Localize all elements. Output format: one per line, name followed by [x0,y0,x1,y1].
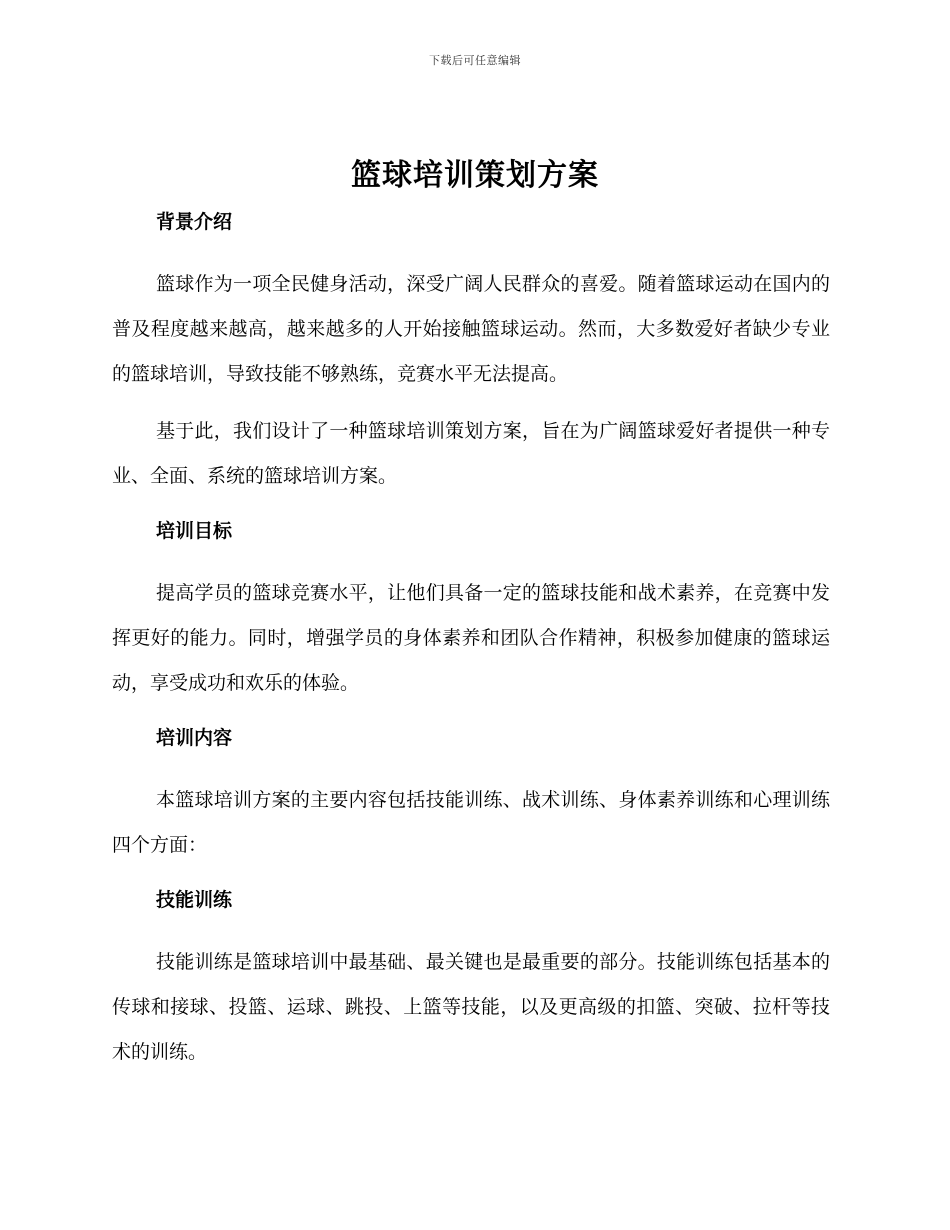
section-goals [112,515,830,706]
section-heading: 背景介绍 [156,211,233,233]
document-body [112,206,830,1075]
section-heading: 培训内容 [156,727,233,749]
paragraph: 篮球作为一项全民健身活动，深受广阔人民群众的喜爱。随着篮球运动在国内的普及程度越来越高，越来越多的人开始接触篮球运动。然而，大多数爱好者缺少专业的篮球培训，导致技能不够熟练，竞赛水平无法提高。 [112,273,830,385]
paragraph: 提高学员的篮球竞赛水平，让他们具备一定的篮球技能和战术素养，在竞赛中发挥更好的能力。同时，增强学员的身体素养和团队合作精神，积极参加健康的篮球运动，享受成功和欢乐的体验。 [112,582,830,694]
paragraph: 本篮球培训方案的主要内容包括技能训练、战术训练、身体素养训练和心理训练四个方面： [112,789,830,856]
section-background [112,206,830,499]
document-title: 篮球培训策划方案 [351,158,599,193]
paragraph: 技能训练是篮球培训中最基础、最关键也是最重要的部分。技能训练包括基本的传球和接球、投篮、运球、跳投、上篮等技能，以及更高级的扣篮、突破、拉杆等技术的训练。 [112,951,830,1063]
section-heading: 培训目标 [156,520,233,542]
page-header-note: 下载后可任意编辑 [429,54,521,67]
section-skill-training [112,884,830,1075]
section-heading: 技能训练 [156,889,233,911]
paragraph: 基于此，我们设计了一种篮球培训策划方案，旨在为广阔篮球爱好者提供一种专业、全面、系统的篮球培训方案。 [112,420,830,487]
section-content [112,722,830,868]
